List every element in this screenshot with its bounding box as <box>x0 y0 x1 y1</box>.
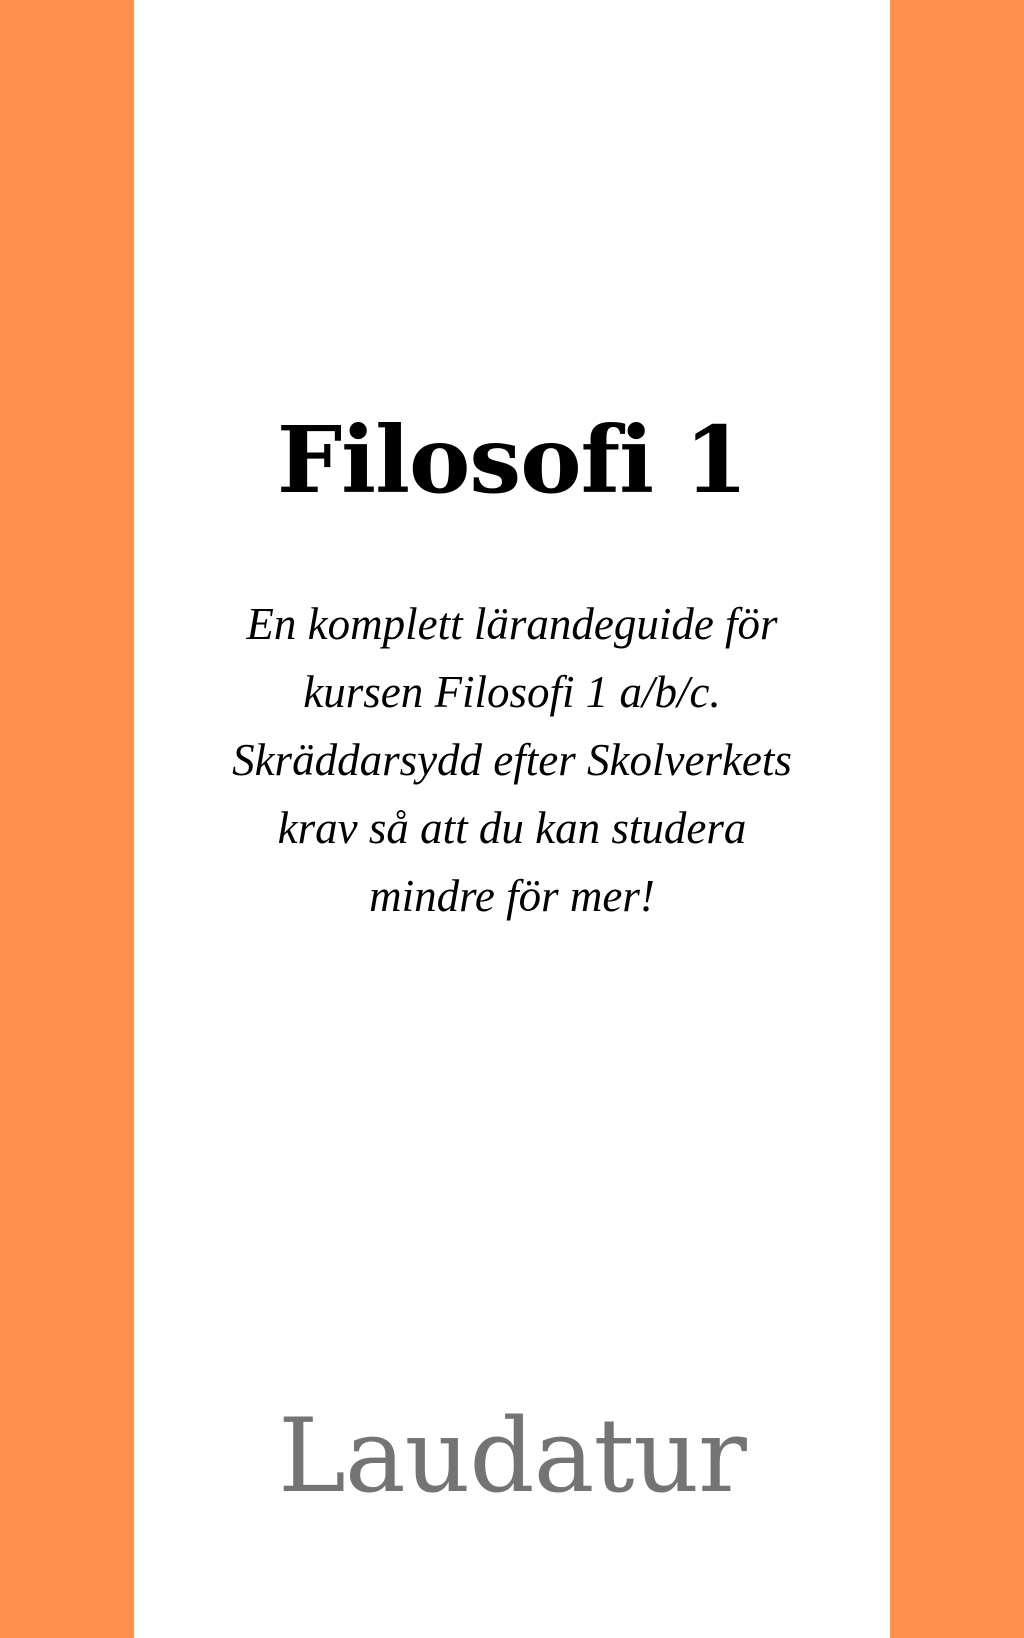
subtitle-line: En komplett lärandeguide för <box>246 599 778 649</box>
right-orange-band <box>890 0 1024 1638</box>
brand-wordmark: Laudatur <box>278 1397 746 1516</box>
subtitle-line: mindre för mer! <box>369 871 655 921</box>
cover-title: Filosofi 1 <box>276 406 748 514</box>
subtitle-line: Skräddarsydd efter Skolverkets <box>232 735 792 785</box>
subtitle-line: krav så att du kan studera <box>277 803 747 853</box>
cover-subtitle <box>154 590 870 930</box>
cover-center-panel <box>134 0 890 1638</box>
left-orange-band <box>0 0 134 1638</box>
subtitle-line: kursen Filosofi 1 a/b/c. <box>303 667 721 717</box>
